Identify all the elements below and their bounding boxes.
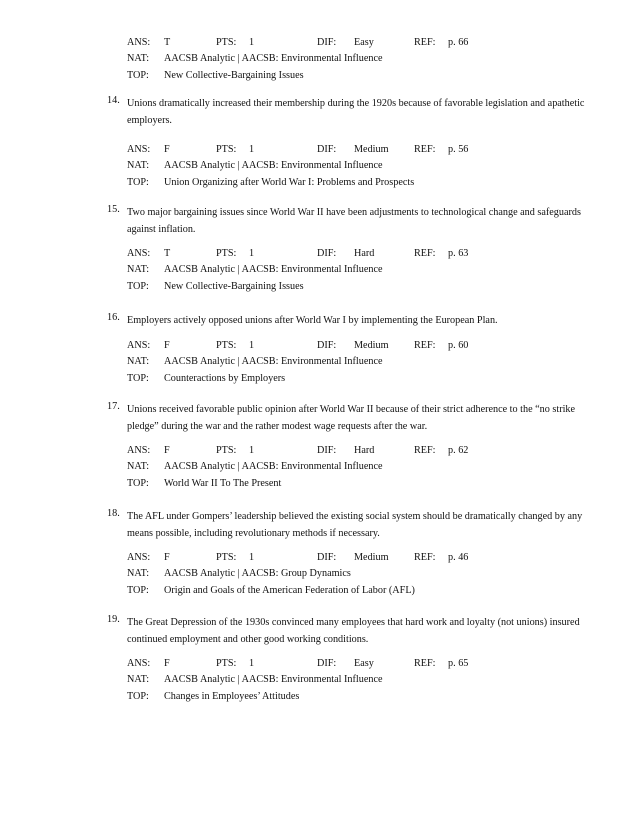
question-number: 17. [107,401,120,412]
top-value: New Collective-Bargaining Issues [164,280,304,292]
question-number: 19. [107,614,120,625]
top-row [127,282,607,298]
nat-row [127,675,607,691]
answer-block-15 [127,249,607,298]
top-row [127,71,607,87]
nat-value: AACSB Analytic | AACSB: Group Dynamics [164,568,351,580]
top-row [127,586,607,602]
ref-label: REF: [414,144,436,155]
nat-value: AACSB Analytic | AACSB: Environmental Influence [164,356,383,368]
pts-label: PTS: [216,248,237,259]
dif-label: DIF: [317,552,337,563]
ref-label: REF: [414,248,436,259]
top-value: World War II To The Present [164,477,282,489]
question-text: Unions dramatically increased their membership during the 1920s because of favorable legislation and apathetic employers. [127,98,585,126]
answer-block-19 [127,659,607,708]
top-value: Union Organizing after World War I: Problems and Prospects [164,176,415,188]
answer-block-13 [127,38,607,87]
nat-label: NAT: [127,356,150,368]
nat-row [127,357,607,373]
dif-label: DIF: [317,248,337,259]
ref-value: p. 65 [448,658,469,669]
question-text: Unions received favorable public opinion after World War II because of their strict adherence to the “no strike pledge” during the war and the rather modest wage requests after the war. [127,404,576,432]
dif-value: Easy [354,37,374,48]
dif-value: Hard [354,445,375,456]
dif-label: DIF: [317,658,337,669]
top-value: Changes in Employees’ Attitudes [164,690,300,702]
question-number: 16. [107,312,120,323]
top-label: TOP: [127,280,149,292]
ans-value: F [164,340,170,351]
question-number: 15. [107,204,120,215]
pts-value: 1 [249,552,255,563]
nat-value: AACSB Analytic | AACSB: Environmental Influence [164,53,383,65]
dif-label: DIF: [317,37,337,48]
pts-value: 1 [249,37,255,48]
nat-value: AACSB Analytic | AACSB: Environmental Influence [164,160,383,172]
answer-block-14 [127,145,607,194]
pts-label: PTS: [216,552,237,563]
answer-block-16 [127,341,607,390]
pts-label: PTS: [216,658,237,669]
top-row [127,374,607,390]
dif-value: Medium [354,144,389,155]
top-label: TOP: [127,584,149,596]
ans-value: T [164,37,171,48]
ans-value: F [164,658,170,669]
dif-label: DIF: [317,445,337,456]
nat-label: NAT: [127,461,150,473]
question-text: The Great Depression of the 1930s convinced many employees that hard work and loyalty (not unions) insured continued employment and other good working conditions. [127,617,580,645]
question-text: Two major bargaining issues since World War II have been adjustments to technological change and safeguards against inflation. [127,207,581,235]
ref-value: p. 60 [448,340,469,351]
pts-label: PTS: [216,445,237,456]
top-label: TOP: [127,69,149,81]
ref-label: REF: [414,37,436,48]
ans-label: ANS: [127,340,151,351]
ans-label: ANS: [127,37,151,48]
ans-row [127,659,607,675]
nat-value: AACSB Analytic | AACSB: Environmental Influence [164,461,383,473]
top-value: Origin and Goals of the American Federation of Labor (AFL) [164,584,415,596]
ref-value: p. 62 [448,445,469,456]
ref-label: REF: [414,445,436,456]
top-row [127,178,607,194]
pts-label: PTS: [216,37,237,48]
pts-value: 1 [249,144,255,155]
nat-row [127,462,607,478]
top-value: New Collective-Bargaining Issues [164,69,304,81]
ref-value: p. 63 [448,248,469,259]
nat-value: AACSB Analytic | AACSB: Environmental Influence [164,674,383,686]
ans-label: ANS: [127,445,151,456]
dif-value: Medium [354,340,389,351]
ref-value: p. 66 [448,37,469,48]
nat-row [127,265,607,281]
ref-value: p. 46 [448,552,469,563]
nat-label: NAT: [127,160,150,172]
top-row [127,692,607,708]
ans-value: F [164,552,170,563]
answer-block-18 [127,553,607,602]
pts-label: PTS: [216,340,237,351]
nat-row [127,161,607,177]
ans-row [127,249,607,265]
nat-label: NAT: [127,568,150,580]
ref-label: REF: [414,340,436,351]
nat-row [127,569,607,585]
top-label: TOP: [127,690,149,702]
ans-value: T [164,248,171,259]
question-text: Employers actively opposed unions after World War I by implementing the European Plan. [127,315,498,326]
top-row [127,479,607,495]
ans-row [127,553,607,569]
dif-label: DIF: [317,144,337,155]
nat-label: NAT: [127,674,150,686]
top-value: Counteractions by Employers [164,372,286,384]
ref-label: REF: [414,552,436,563]
nat-label: NAT: [127,53,150,65]
question-text: The AFL under Gompers’ leadership believed the existing social system should be dramatically changed by any means possible, including revolutionary methods if necessary. [127,511,583,539]
ans-row [127,38,607,54]
pts-label: PTS: [216,144,237,155]
pts-value: 1 [249,248,255,259]
top-label: TOP: [127,372,149,384]
ans-row [127,341,607,357]
ans-label: ANS: [127,144,151,155]
ans-row [127,145,607,161]
ans-value: F [164,144,170,155]
ans-value: F [164,445,170,456]
ans-label: ANS: [127,248,151,259]
ans-label: ANS: [127,552,151,563]
top-label: TOP: [127,477,149,489]
nat-label: NAT: [127,264,150,276]
question-number: 18. [107,508,120,519]
dif-value: Easy [354,658,374,669]
pts-value: 1 [249,340,255,351]
ans-label: ANS: [127,658,151,669]
nat-value: AACSB Analytic | AACSB: Environmental Influence [164,264,383,276]
answer-block-17 [127,446,607,495]
nat-row [127,54,607,70]
ref-label: REF: [414,658,436,669]
top-label: TOP: [127,176,149,188]
question-number: 14. [107,95,120,106]
dif-label: DIF: [317,340,337,351]
pts-value: 1 [249,445,255,456]
ref-value: p. 56 [448,144,469,155]
pts-value: 1 [249,658,255,669]
dif-value: Medium [354,552,389,563]
dif-value: Hard [354,248,375,259]
ans-row [127,446,607,462]
